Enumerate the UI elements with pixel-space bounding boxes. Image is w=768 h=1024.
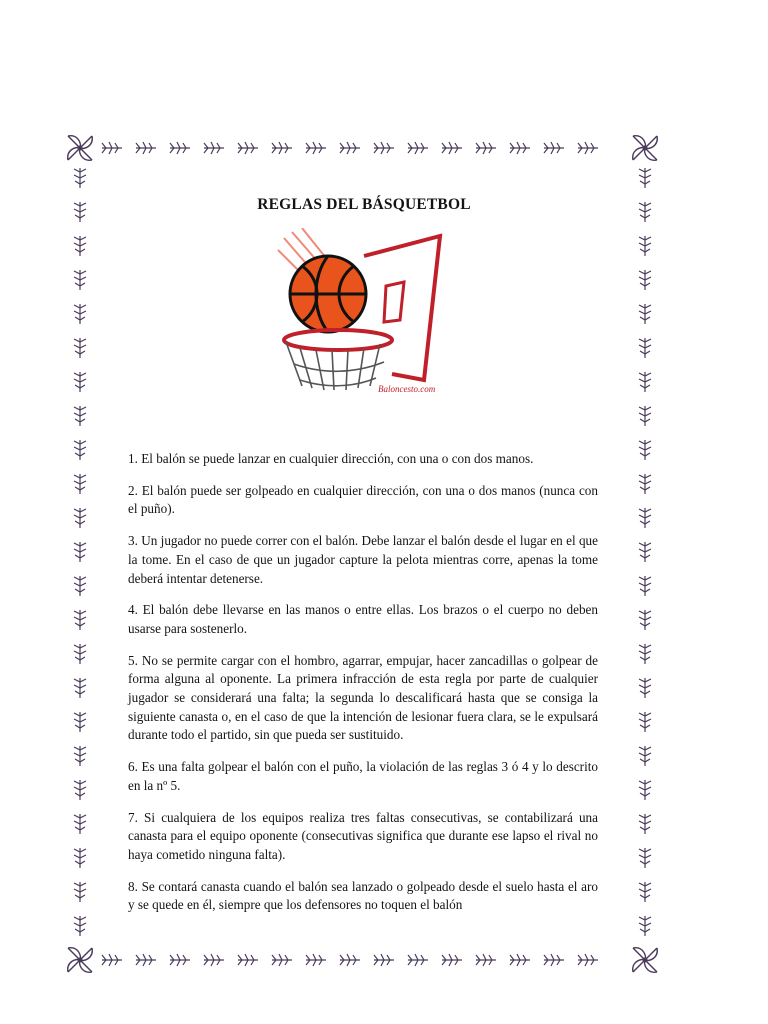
- border-ornament: [306, 954, 326, 966]
- border-ornament: [136, 142, 156, 154]
- border-ornament: [374, 954, 394, 966]
- border-ornament: [272, 954, 292, 966]
- border-ornament: [639, 270, 651, 290]
- border-ornament: [74, 338, 86, 358]
- border-ornament: [639, 440, 651, 460]
- border-ornament: [578, 954, 598, 966]
- border-ornament: [639, 712, 651, 732]
- border-ornament: [639, 780, 651, 800]
- border-ornament: [170, 954, 190, 966]
- border-ornament: [74, 916, 86, 936]
- border-ornament: [102, 142, 122, 154]
- border-ornament: [74, 610, 86, 630]
- border-corner-dot: [78, 958, 83, 963]
- border-ornament: [639, 508, 651, 528]
- border-ornament: [510, 142, 530, 154]
- border-ornament: [74, 746, 86, 766]
- border-ornament: [74, 168, 86, 188]
- border-ornament: [639, 168, 651, 188]
- border-ornament: [74, 406, 86, 426]
- border-ornament: [74, 678, 86, 698]
- border-ornament: [204, 142, 224, 154]
- rules-list: [128, 450, 598, 928]
- border-ornament: [74, 440, 86, 460]
- rule-item: 4. El balón debe llevarse en las manos o entre ellas. Los brazos o el cuerpo no deben usarse para sostenerlo.: [128, 602, 598, 636]
- border-ornament: [639, 372, 651, 392]
- border-ornament: [238, 954, 258, 966]
- border-ornament: [639, 576, 651, 596]
- border-ornament: [639, 644, 651, 664]
- border-ornament: [639, 814, 651, 834]
- rule-item: 8. Se contará canasta cuando el balón sea lanzado o golpeado desde el suelo hasta el aro y se quede en él, siempre que los defensores no toquen el balón: [128, 878, 598, 913]
- border-ornament: [272, 142, 292, 154]
- border-ornament: [544, 954, 564, 966]
- border-ornament: [639, 304, 651, 324]
- border-ornament: [74, 848, 86, 868]
- border-ornament: [544, 142, 564, 154]
- border-ornament: [510, 954, 530, 966]
- rule-item: 6. Es una falta golpear el balón con el puño, la violación de las reglas 3 ó 4 y lo descrito en la nº 5.: [128, 759, 598, 793]
- border-ornament: [639, 542, 651, 562]
- page-title: REGLAS DEL BÁSQUETBOL: [257, 196, 471, 213]
- rule-item: 7. Si cualquiera de los equipos realiza tres faltas consecutivas, se contabilizará una canasta para el equipo oponente (consecutivas significa que durante ese lapso el rival no haya cometido ninguna falta).: [128, 809, 598, 862]
- border-ornament: [442, 142, 462, 154]
- border-ornament: [102, 954, 122, 966]
- border-ornament: [136, 954, 156, 966]
- hoop-rim: [284, 330, 392, 350]
- border-ornament: [639, 474, 651, 494]
- backboard-square: [384, 282, 404, 322]
- border-ornament: [74, 644, 86, 664]
- border-ornament: [639, 678, 651, 698]
- border-ornament: [74, 270, 86, 290]
- border-ornament: [639, 916, 651, 936]
- border-ornament: [74, 814, 86, 834]
- border-ornament: [340, 954, 360, 966]
- border-ornament: [639, 406, 651, 426]
- border-ornament: [74, 780, 86, 800]
- border-corner-dot: [78, 146, 83, 151]
- border-ornament: [476, 954, 496, 966]
- border-ornament: [340, 142, 360, 154]
- border-corner-dot: [643, 958, 648, 963]
- rule-item: 5. No se permite cargar con el hombro, agarrar, empujar, hacer zancadillas o golpear de forma alguna al oponente. La primera infracción de esta regla por parte de cualquier jugador se considerará una falta; la segunda lo descalificará hasta que se consiga la siguiente canasta o, en el caso de que la intención de lesionar fuera clara, se le expulsará durante todo el partido, sin que pueda ser sustituido.: [128, 652, 598, 743]
- border-ornament: [442, 954, 462, 966]
- border-ornament: [639, 882, 651, 902]
- rule-item: 2. El balón puede ser golpeado en cualquier dirección, con una o dos manos (nunca con el puño).: [128, 482, 598, 517]
- border-ornament: [408, 142, 428, 154]
- border-ornament: [74, 712, 86, 732]
- border-ornament: [408, 954, 428, 966]
- border-ornament: [476, 142, 496, 154]
- border-ornament: [74, 372, 86, 392]
- rule-item: 1. El balón se puede lanzar en cualquier dirección, con una o con dos manos.: [128, 451, 534, 466]
- border-corner-dot: [643, 146, 648, 151]
- border-ornament: [639, 610, 651, 630]
- border-ornament: [74, 542, 86, 562]
- border-ornament: [578, 142, 598, 154]
- logo-text: Baloncesto.com: [378, 384, 436, 394]
- basketball-hoop-icon: [272, 228, 452, 398]
- border-ornament: [74, 474, 86, 494]
- border-ornament: [374, 142, 394, 154]
- border-ornament: [639, 338, 651, 358]
- border-ornament: [170, 142, 190, 154]
- border-ornament: [74, 508, 86, 528]
- border-ornament: [639, 746, 651, 766]
- border-ornament: [306, 142, 326, 154]
- border-ornament: [238, 142, 258, 154]
- border-ornament: [639, 236, 651, 256]
- border-ornament: [204, 954, 224, 966]
- rule-item: 3. Un jugador no puede correr con el balón. Debe lanzar el balón desde el lugar en el que la tome. En el caso de que un jugador capture la pelota mientras corre, apenas la tome deberá intentar detenerse.: [128, 533, 598, 586]
- border-ornament: [639, 848, 651, 868]
- border-ornament: [74, 882, 86, 902]
- border-ornament: [74, 304, 86, 324]
- border-ornament: [74, 576, 86, 596]
- border-ornament: [74, 236, 86, 256]
